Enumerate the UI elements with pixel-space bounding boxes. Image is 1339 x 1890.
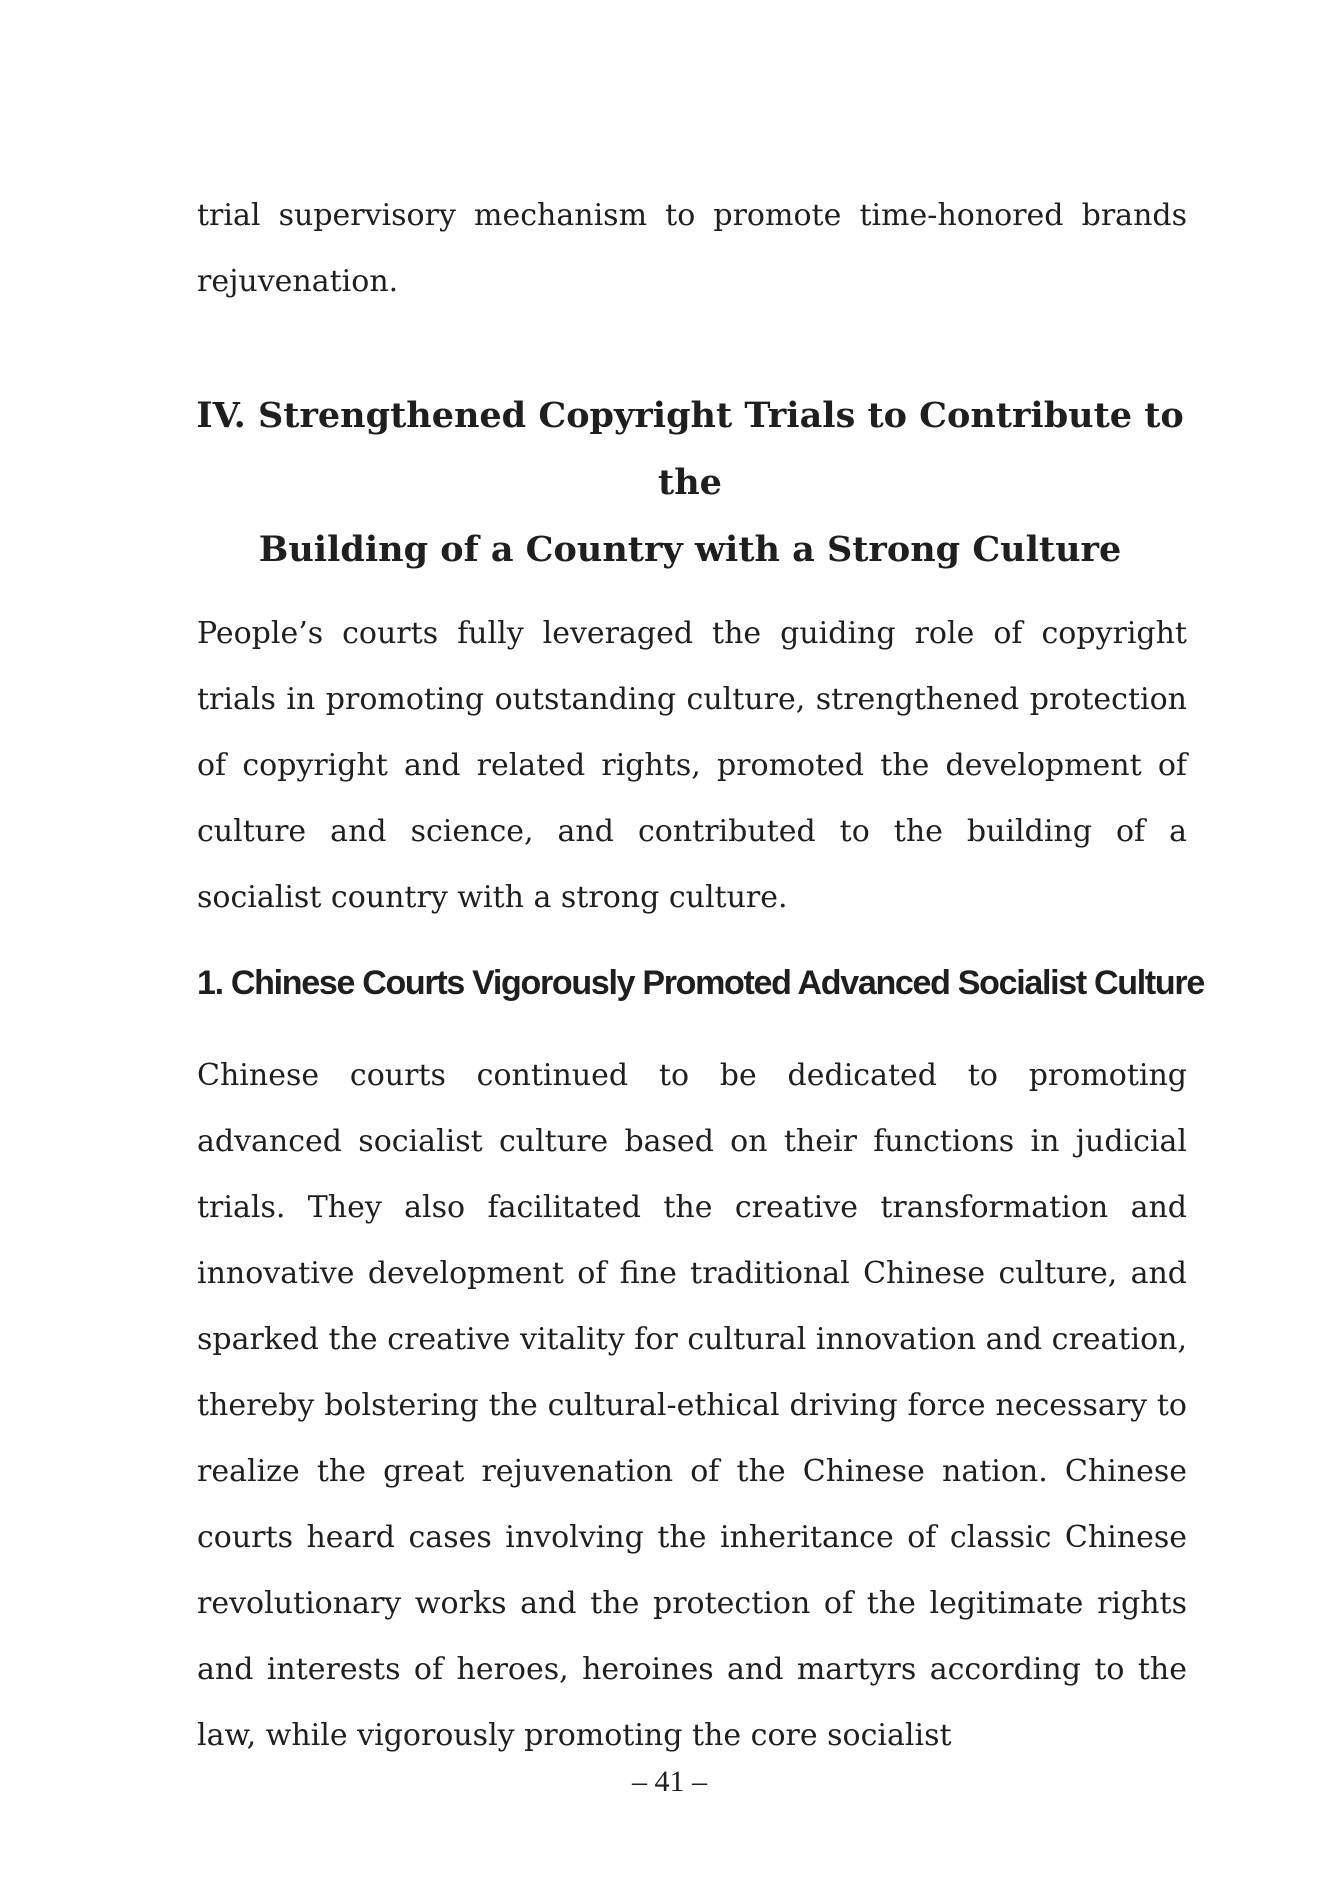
section-heading (160, 382, 1220, 583)
continuation-paragraph: trial supervisory mechanism to promote time-honored brands rejuvenation. (197, 198, 1187, 299)
subsection-heading: 1. Chinese Courts Vigorously Promoted Advanced Socialist Culture (197, 964, 1204, 1002)
subsection-paragraph: Chinese courts continued to be dedicated to promoting advanced socialist culture based on their functions in judicial trials. They also facilitated the creative transformation and innovative development of fine traditional Chinese culture, and sparked the creative vitality for cultural innovation and creation, thereby bolstering the cultural-ethical driving force necessary to realize the great rejuvenation of the Chinese nation. Chinese courts heard cases involving the inheritance of classic Chinese revolutionary works and the protection of the legitimate rights and interests of heroes, heroines and martyrs according to the law, while vigorously promoting the core socialist (197, 1058, 1187, 1753)
section-heading-line-2: Building of a Country with a Strong Culture (258, 529, 1122, 570)
page-number: – 41 – (632, 1765, 707, 1798)
intro-paragraph: People’s courts fully leveraged the guiding role of copyright trials in promoting outstanding culture, strengthened protection of copyright and related rights, promoted the development of culture and science, and contributed to the building of a socialist country with a strong culture. (197, 616, 1187, 915)
section-heading-line-1: IV. Strengthened Copyright Trials to Contribute to the (196, 395, 1184, 503)
